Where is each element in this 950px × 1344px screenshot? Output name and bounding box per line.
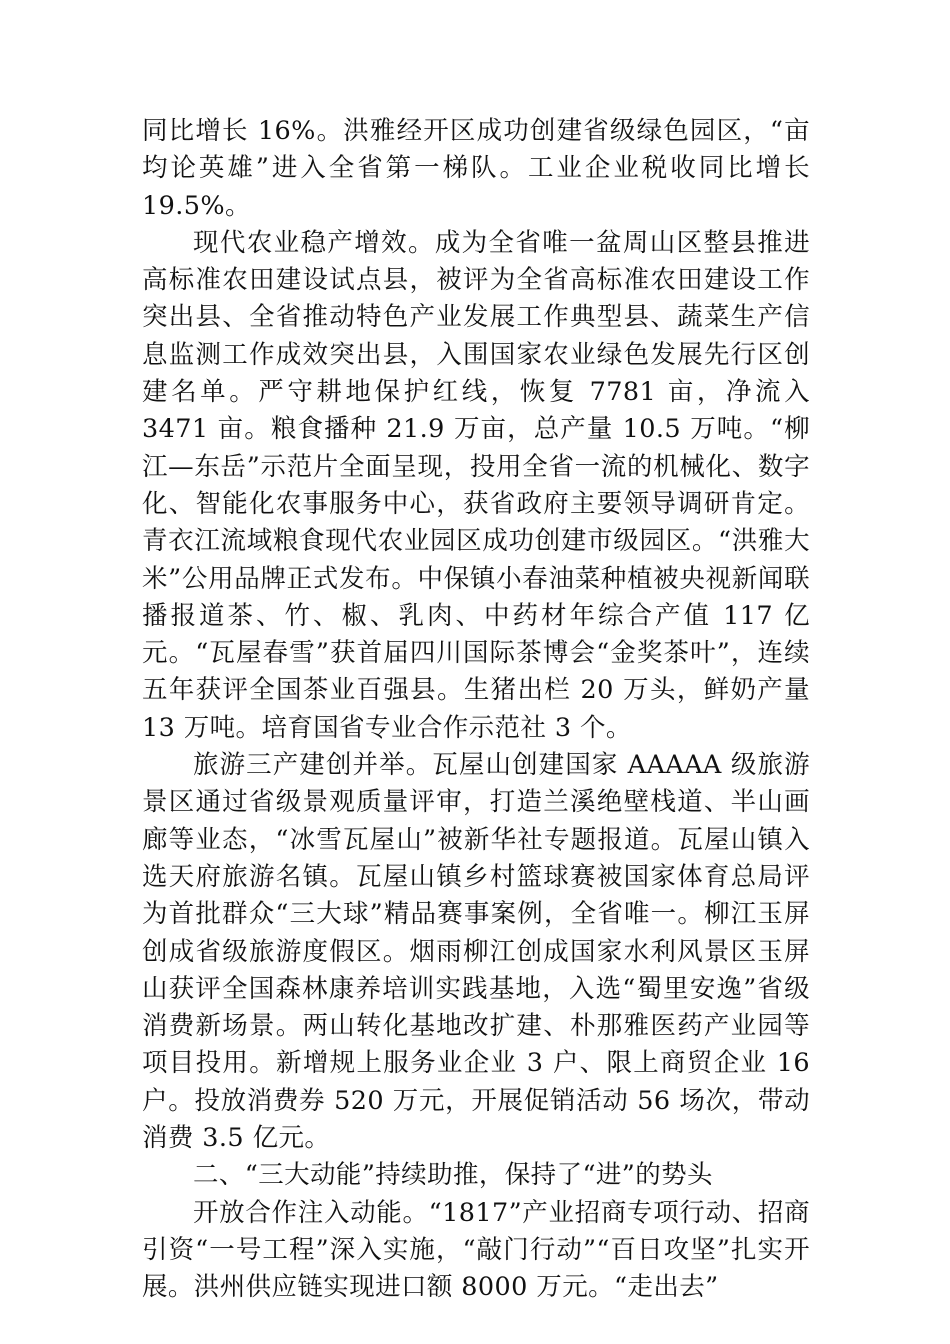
paragraph-open-cooperation: 开放合作注入动能。“1817”产业招商专项行动、招商引资“一号工程”深入实施，“敲门行动”“百日攻坚”扎实开展。洪州供应链实现进口额 8000 万元。“走出去” [142, 1197, 810, 1303]
paragraph-tourism: 旅游三产建创并举。瓦屋山创建国家 AAAAA 级旅游景区通过省级景观质量评审，打造兰溪绝壁栈道、半山画廊等业态，“冰雪瓦屋山”被新华社专题报道。瓦屋山镇入选天府旅游名镇。瓦屋山镇乡村篮球赛被国家体育总局评为首批群众“三大球”精品赛事案例，全省唯一。柳江玉屏创成省级旅游度假区。烟雨柳江创成国家水利风景区玉屏山获评全国森林康养培训实践基地，入选“蜀里安逸”省级消费新场景。两山转化基地改扩建、朴那雅医药产业园等项目投用。新增规上服务业企业 3 户、限上商贸企业 16 户。投放消费券 520 万元，开展促销活动 56 场次，带动消费 3.5 亿元。 [142, 750, 810, 1154]
paragraph-industry-continued: 同比增长 16%。洪雅经开区成功创建省级绿色园区，“亩均论英雄”进入全省第一梯队。工业企业税收同比增长 19.5%。 [142, 116, 810, 221]
document-body [142, 113, 810, 1307]
section-heading-three-drivers: 二、“三大动能”持续助推，保持了“进”的势头 [193, 1160, 713, 1191]
paragraph-modern-agriculture: 现代农业稳产增效。成为全省唯一盆周山区整县推进高标准农田建设试点县，被评为全省高标准农田建设工作突出县、全省推动特色产业发展工作典型县、蔬菜生产信息监测工作成效突出县，入围国家农业绿色发展先行区创建名单。严守耕地保护红线，恢复 7781 亩，净流入 3471 亩。粮食播种 21.9 万亩，总产量 10.5 万吨。“柳江—东岳”示范片全面呈现，投用全省一流的机械化、数字化、智能化农事服务中心，获省政府主要领导调研肯定。青衣江流域粮食现代农业园区成功创建市级园区。“洪雅大米”公用品牌正式发布。中保镇小春油菜种植被央视新闻联播报道茶、竹、椒、乳肉、中药材年综合产值 117 亿元。“瓦屋春雪”获首届四川国际茶博会“金奖茶叶”，连续五年获评全国茶业百强县。生猪出栏 20 万头，鲜奶产量 13 万吨。培育国省专业合作示范社 3 个。 [142, 227, 810, 743]
